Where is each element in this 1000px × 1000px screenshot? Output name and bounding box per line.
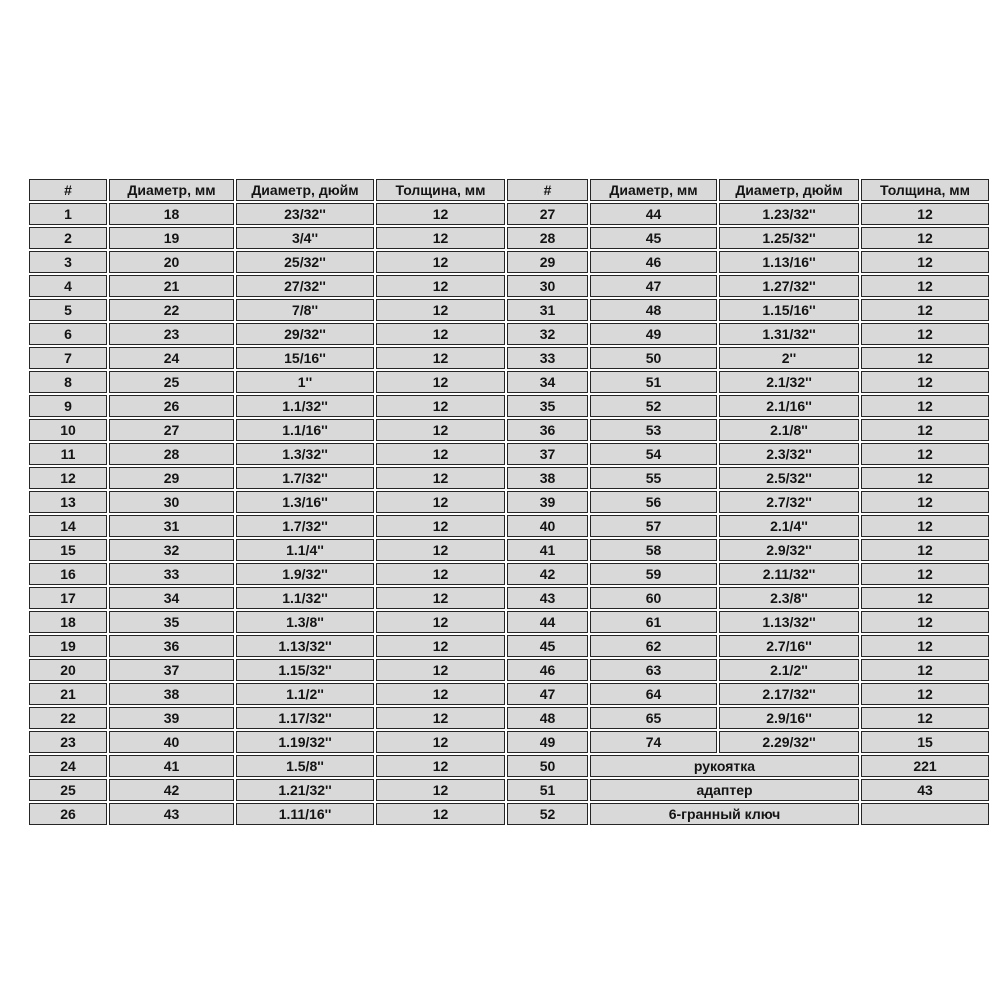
table-row — [29, 731, 989, 753]
thickness-cell: 12 — [861, 515, 989, 537]
thickness-cell: 12 — [861, 323, 989, 345]
row-number-cell: 40 — [507, 515, 588, 537]
diameter-mm-cell: 28 — [109, 443, 234, 465]
row-number-cell: 35 — [507, 395, 588, 417]
row-number-cell: 24 — [29, 755, 107, 777]
row-number-cell: 27 — [507, 203, 588, 225]
diameter-mm-cell: 57 — [590, 515, 717, 537]
table-row — [29, 635, 989, 657]
row-number-cell: 11 — [29, 443, 107, 465]
row-number-cell: 12 — [29, 467, 107, 489]
row-number-cell: 6 — [29, 323, 107, 345]
diameter-inch-cell: 1.17/32'' — [236, 707, 374, 729]
diameter-mm-cell: 58 — [590, 539, 717, 561]
diameter-inch-cell: 1.1/16'' — [236, 419, 374, 441]
diameter-inch-cell: 1.1/32'' — [236, 587, 374, 609]
row-number-cell: 1 — [29, 203, 107, 225]
diameter-inch-cell: 7/8'' — [236, 299, 374, 321]
thickness-cell: 12 — [861, 275, 989, 297]
diameter-mm-cell: 53 — [590, 419, 717, 441]
row-number-cell: 39 — [507, 491, 588, 513]
thickness-cell: 12 — [861, 563, 989, 585]
thickness-cell: 12 — [376, 323, 505, 345]
diameter-mm-cell: 46 — [590, 251, 717, 273]
diameter-mm-cell: 52 — [590, 395, 717, 417]
diameter-inch-cell: 1'' — [236, 371, 374, 393]
diameter-mm-cell: 21 — [109, 275, 234, 297]
diameter-mm-cell: 43 — [109, 803, 234, 825]
table-row — [29, 443, 989, 465]
row-number-cell: 9 — [29, 395, 107, 417]
diameter-inch-cell: 29/32'' — [236, 323, 374, 345]
thickness-cell: 12 — [861, 539, 989, 561]
row-number-cell: 38 — [507, 467, 588, 489]
thickness-cell: 12 — [376, 515, 505, 537]
diameter-mm-cell: 54 — [590, 443, 717, 465]
diameter-mm-cell: 24 — [109, 347, 234, 369]
row-number-cell: 17 — [29, 587, 107, 609]
table-row — [29, 371, 989, 393]
row-number-cell: 37 — [507, 443, 588, 465]
thickness-cell: 43 — [861, 779, 989, 801]
diameter-inch-cell: 3/4'' — [236, 227, 374, 249]
thickness-cell: 12 — [861, 467, 989, 489]
diameter-mm-cell: 39 — [109, 707, 234, 729]
diameter-mm-cell: 40 — [109, 731, 234, 753]
diameter-mm-cell: 32 — [109, 539, 234, 561]
thickness-cell: 12 — [861, 443, 989, 465]
thickness-cell: 12 — [376, 803, 505, 825]
table-row — [29, 515, 989, 537]
thickness-cell: 12 — [376, 659, 505, 681]
diameter-inch-cell: 1.11/16'' — [236, 803, 374, 825]
diameter-mm-cell: 23 — [109, 323, 234, 345]
thickness-cell: 221 — [861, 755, 989, 777]
diameter-inch-cell: 2.9/32'' — [719, 539, 859, 561]
row-number-cell: 48 — [507, 707, 588, 729]
row-number-cell: 5 — [29, 299, 107, 321]
table-row — [29, 227, 989, 249]
diameter-inch-cell: 2.3/32'' — [719, 443, 859, 465]
thickness-cell: 12 — [376, 611, 505, 633]
thickness-cell: 12 — [376, 563, 505, 585]
diameter-inch-cell: 1.7/32'' — [236, 467, 374, 489]
thickness-cell: 12 — [861, 707, 989, 729]
thickness-cell: 12 — [376, 731, 505, 753]
diameter-inch-cell: 2.5/32'' — [719, 467, 859, 489]
thickness-cell: 12 — [861, 203, 989, 225]
row-number-cell: 46 — [507, 659, 588, 681]
table-row — [29, 347, 989, 369]
diameter-inch-cell: 1.1/32'' — [236, 395, 374, 417]
diameter-mm-cell: 65 — [590, 707, 717, 729]
row-number-cell: 34 — [507, 371, 588, 393]
diameter-inch-cell: 1.5/8'' — [236, 755, 374, 777]
row-number-cell: 20 — [29, 659, 107, 681]
diameter-mm-cell: 56 — [590, 491, 717, 513]
diameter-mm-cell: 35 — [109, 611, 234, 633]
row-number-cell: 36 — [507, 419, 588, 441]
thickness-cell: 12 — [376, 683, 505, 705]
row-number-cell: 7 — [29, 347, 107, 369]
table-row — [29, 707, 989, 729]
thickness-cell: 12 — [861, 395, 989, 417]
table-row — [29, 203, 989, 225]
thickness-cell: 12 — [376, 635, 505, 657]
diameter-inch-cell: 2.1/4'' — [719, 515, 859, 537]
diameter-inch-cell: 1.15/16'' — [719, 299, 859, 321]
row-number-cell: 43 — [507, 587, 588, 609]
diameter-inch-cell: 1.13/32'' — [236, 635, 374, 657]
thickness-cell: 12 — [861, 611, 989, 633]
diameter-mm-cell: 19 — [109, 227, 234, 249]
thickness-cell: 12 — [861, 251, 989, 273]
thickness-cell: 12 — [861, 371, 989, 393]
table-row — [29, 251, 989, 273]
thickness-cell: 12 — [376, 779, 505, 801]
diameter-inch-cell: 1.3/32'' — [236, 443, 374, 465]
diameter-inch-cell: 2.1/32'' — [719, 371, 859, 393]
diameter-inch-cell: 15/16'' — [236, 347, 374, 369]
diameter-mm-cell: 26 — [109, 395, 234, 417]
diameter-inch-cell: 23/32'' — [236, 203, 374, 225]
thickness-cell: 12 — [376, 227, 505, 249]
column-header-thickness-left: Толщина, мм — [376, 179, 505, 201]
table-row — [29, 419, 989, 441]
column-header-diameter-inch-right: Диаметр, дюйм — [719, 179, 859, 201]
diameter-inch-cell: 1.23/32'' — [719, 203, 859, 225]
diameter-mm-cell: 29 — [109, 467, 234, 489]
row-number-cell: 50 — [507, 755, 588, 777]
diameter-mm-cell: 51 — [590, 371, 717, 393]
thickness-cell: 12 — [376, 347, 505, 369]
diameter-mm-cell: 38 — [109, 683, 234, 705]
row-number-cell: 41 — [507, 539, 588, 561]
row-number-cell: 8 — [29, 371, 107, 393]
diameter-inch-cell: 1.21/32'' — [236, 779, 374, 801]
row-number-cell: 18 — [29, 611, 107, 633]
thickness-cell: 12 — [376, 539, 505, 561]
diameter-inch-cell: 2'' — [719, 347, 859, 369]
row-number-cell: 2 — [29, 227, 107, 249]
thickness-cell: 15 — [861, 731, 989, 753]
thickness-cell: 12 — [861, 227, 989, 249]
table-row — [29, 323, 989, 345]
diameter-inch-cell: 1.13/16'' — [719, 251, 859, 273]
diameter-inch-cell: 2.1/16'' — [719, 395, 859, 417]
diameter-inch-cell: 1.27/32'' — [719, 275, 859, 297]
row-number-cell: 22 — [29, 707, 107, 729]
table-row — [29, 467, 989, 489]
table-row — [29, 779, 989, 801]
diameter-inch-cell: 25/32'' — [236, 251, 374, 273]
table-row — [29, 659, 989, 681]
thickness-cell: 12 — [376, 395, 505, 417]
diameter-mm-cell: 18 — [109, 203, 234, 225]
thickness-cell: 12 — [861, 299, 989, 321]
thickness-cell: 12 — [376, 443, 505, 465]
sizes-table-container — [27, 177, 973, 827]
column-header-number-left: # — [29, 179, 107, 201]
row-number-cell: 30 — [507, 275, 588, 297]
diameter-mm-cell: 55 — [590, 467, 717, 489]
diameter-inch-cell: 1.15/32'' — [236, 659, 374, 681]
diameter-inch-cell: 2.7/32'' — [719, 491, 859, 513]
diameter-inch-cell: 2.9/16'' — [719, 707, 859, 729]
table-row — [29, 611, 989, 633]
thickness-cell: 12 — [376, 371, 505, 393]
diameter-mm-cell: 45 — [590, 227, 717, 249]
diameter-mm-cell: 44 — [590, 203, 717, 225]
thickness-cell: 12 — [376, 491, 505, 513]
column-header-diameter-mm-left: Диаметр, мм — [109, 179, 234, 201]
diameter-inch-cell: 2.1/2'' — [719, 659, 859, 681]
row-number-cell: 47 — [507, 683, 588, 705]
thickness-cell: 12 — [376, 467, 505, 489]
diameter-inch-cell: 2.3/8'' — [719, 587, 859, 609]
row-number-cell: 51 — [507, 779, 588, 801]
row-number-cell: 52 — [507, 803, 588, 825]
diameter-mm-cell: 37 — [109, 659, 234, 681]
thickness-cell — [861, 803, 989, 825]
thickness-cell: 12 — [861, 419, 989, 441]
diameter-inch-cell: 1.9/32'' — [236, 563, 374, 585]
diameter-inch-cell: 2.7/16'' — [719, 635, 859, 657]
diameter-inch-cell: 1.3/16'' — [236, 491, 374, 513]
diameter-mm-cell: 30 — [109, 491, 234, 513]
row-number-cell: 10 — [29, 419, 107, 441]
diameter-inch-cell: 2.29/32'' — [719, 731, 859, 753]
row-number-cell: 31 — [507, 299, 588, 321]
table-header — [29, 179, 989, 201]
diameter-mm-cell: 64 — [590, 683, 717, 705]
diameter-mm-cell: 47 — [590, 275, 717, 297]
diameter-mm-cell: 25 — [109, 371, 234, 393]
table-body — [29, 203, 989, 825]
diameter-inch-cell: 1.19/32'' — [236, 731, 374, 753]
row-number-cell: 14 — [29, 515, 107, 537]
column-header-diameter-inch-left: Диаметр, дюйм — [236, 179, 374, 201]
diameter-inch-cell: 1.3/8'' — [236, 611, 374, 633]
table-row — [29, 563, 989, 585]
diameter-mm-cell: 48 — [590, 299, 717, 321]
merged-item-label-cell: рукоятка — [590, 755, 859, 777]
diameter-mm-cell: 22 — [109, 299, 234, 321]
diameter-inch-cell: 2.11/32'' — [719, 563, 859, 585]
row-number-cell: 25 — [29, 779, 107, 801]
row-number-cell: 15 — [29, 539, 107, 561]
row-number-cell: 49 — [507, 731, 588, 753]
table-row — [29, 395, 989, 417]
table-row — [29, 275, 989, 297]
thickness-cell: 12 — [376, 587, 505, 609]
diameter-mm-cell: 50 — [590, 347, 717, 369]
row-number-cell: 16 — [29, 563, 107, 585]
diameter-mm-cell: 31 — [109, 515, 234, 537]
thickness-cell: 12 — [376, 755, 505, 777]
thickness-cell: 12 — [861, 683, 989, 705]
row-number-cell: 42 — [507, 563, 588, 585]
row-number-cell: 45 — [507, 635, 588, 657]
diameter-inch-cell: 1.1/2'' — [236, 683, 374, 705]
row-number-cell: 23 — [29, 731, 107, 753]
diameter-mm-cell: 20 — [109, 251, 234, 273]
row-number-cell: 44 — [507, 611, 588, 633]
diameter-inch-cell: 1.31/32'' — [719, 323, 859, 345]
diameter-inch-cell: 1.25/32'' — [719, 227, 859, 249]
table-row — [29, 587, 989, 609]
row-number-cell: 32 — [507, 323, 588, 345]
diameter-mm-cell: 41 — [109, 755, 234, 777]
thickness-cell: 12 — [376, 299, 505, 321]
row-number-cell: 3 — [29, 251, 107, 273]
diameter-inch-cell: 27/32'' — [236, 275, 374, 297]
column-header-number-right: # — [507, 179, 588, 201]
row-number-cell: 4 — [29, 275, 107, 297]
diameter-mm-cell: 62 — [590, 635, 717, 657]
row-number-cell: 13 — [29, 491, 107, 513]
thickness-cell: 12 — [376, 203, 505, 225]
thickness-cell: 12 — [861, 635, 989, 657]
column-header-diameter-mm-right: Диаметр, мм — [590, 179, 717, 201]
row-number-cell: 19 — [29, 635, 107, 657]
table-row — [29, 683, 989, 705]
diameter-mm-cell: 49 — [590, 323, 717, 345]
thickness-cell: 12 — [861, 491, 989, 513]
diameter-inch-cell: 1.7/32'' — [236, 515, 374, 537]
row-number-cell: 29 — [507, 251, 588, 273]
merged-item-label-cell: 6-гранный ключ — [590, 803, 859, 825]
row-number-cell: 21 — [29, 683, 107, 705]
merged-item-label-cell: адаптер — [590, 779, 859, 801]
table-row — [29, 803, 989, 825]
diameter-mm-cell: 42 — [109, 779, 234, 801]
sizes-table — [27, 177, 991, 827]
table-row — [29, 539, 989, 561]
diameter-mm-cell: 74 — [590, 731, 717, 753]
thickness-cell: 12 — [861, 659, 989, 681]
diameter-mm-cell: 60 — [590, 587, 717, 609]
diameter-inch-cell: 1.1/4'' — [236, 539, 374, 561]
thickness-cell: 12 — [376, 707, 505, 729]
thickness-cell: 12 — [376, 275, 505, 297]
column-header-thickness-right: Толщина, мм — [861, 179, 989, 201]
table-row — [29, 755, 989, 777]
diameter-mm-cell: 36 — [109, 635, 234, 657]
diameter-mm-cell: 59 — [590, 563, 717, 585]
table-row — [29, 491, 989, 513]
header-row — [29, 179, 989, 201]
row-number-cell: 28 — [507, 227, 588, 249]
thickness-cell: 12 — [861, 347, 989, 369]
diameter-inch-cell: 2.17/32'' — [719, 683, 859, 705]
row-number-cell: 33 — [507, 347, 588, 369]
diameter-inch-cell: 1.13/32'' — [719, 611, 859, 633]
diameter-inch-cell: 2.1/8'' — [719, 419, 859, 441]
diameter-mm-cell: 61 — [590, 611, 717, 633]
table-row — [29, 299, 989, 321]
diameter-mm-cell: 34 — [109, 587, 234, 609]
diameter-mm-cell: 63 — [590, 659, 717, 681]
thickness-cell: 12 — [376, 251, 505, 273]
thickness-cell: 12 — [861, 587, 989, 609]
thickness-cell: 12 — [376, 419, 505, 441]
diameter-mm-cell: 33 — [109, 563, 234, 585]
diameter-mm-cell: 27 — [109, 419, 234, 441]
row-number-cell: 26 — [29, 803, 107, 825]
